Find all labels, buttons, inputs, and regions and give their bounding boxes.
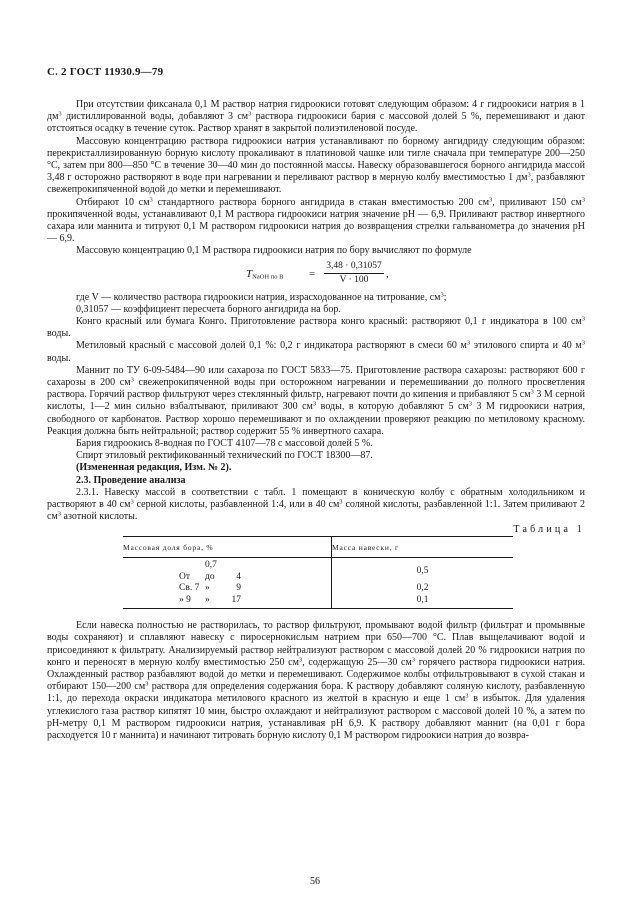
formula-numerator: 3,48 · 0,31057 xyxy=(324,260,384,274)
table-row xyxy=(123,583,513,595)
table-cell-range: » 9 » 17 xyxy=(123,595,332,609)
table-row xyxy=(123,558,513,584)
table-cell-mass: 0,2 xyxy=(416,583,429,594)
paragraph: Если навеска полностью не растворилась, то раствор фильтруют, промывают водой фильтр (фильтрат и промывные воды сохраняют) и сплавляют навеску с пиросернокислым натрием при 650—700 °С. Плав выщелачивают водой и присоединяют к фильтрату. Анализируемый раствор нейтрализуют раствором с массовой долей 20 % гидроокиси натрия по конго и переносят в мерную колбу вместимостью 250 $см^3$, содержащую 25—30 $см^3$ горячего раствора гидроокиси натрия. Охлажденный раствор разбавляют водой до метки и перемешивают. Содержимое колбы отфильтровывают в сухой стакан и отбирают 150—200 $см^3$ раствора для определения содержания бора. К раствору добавляют соляную кислоту, разбавленную 1:1, до перехода окраски индикатора метилового красного из желтой в красную и еще 1 $см^3$ в избыток. Для удаления углекислого газа раствор кипятят 10 мин, быстро охлаждают и нейтрализуют раствором с массовой долей 10 %, а затем по рН-метру 0,1 М раствором гидроокиси натрия, устанавливая рН 6,9. К раствору добавляют маннит (на 0,01 г бора расходуется 10 г маннита) и начинают титровать борную кислоту 0,1 М раствором гидроокиси натрия до возвра- xyxy=(47,620,586,742)
formula-denominator: V · 100 xyxy=(339,274,369,285)
formula-fraction xyxy=(324,260,384,286)
table-header-sample-mass: Масса навески, г xyxy=(332,536,514,558)
table-header-boron-fraction: Массовая доля бора, % xyxy=(123,536,332,558)
formula-comma: , xyxy=(386,267,389,280)
formula xyxy=(47,260,585,290)
formula-lhs-subscript: NaOH по B xyxy=(252,273,284,281)
paragraph: При отсутствии фиксанала 0,1 М раствор натрия гидроокиси готовят следующим образом: 4 г гидроокиси натрия в 1 $дм^3$ дистиллированной воды, добавляют 3 $см^3$ раствора гидроокиси бария с массовой долей 5 %, перемешивают и дают отстояться осадку в течение суток. Раствор хранят в закрытой полиэтиленовой посуде. xyxy=(47,99,585,135)
paragraph: Бария гидроокись 8-водная по ГОСТ 4107—78 с массовой долей 5 %. xyxy=(76,438,373,450)
page-header: С. 2 ГОСТ 11930.9—79 xyxy=(47,66,164,78)
paragraph: Спирт этиловый ректификованный технический по ГОСТ 18300—87. xyxy=(76,450,373,462)
sample-mass-table xyxy=(123,536,513,610)
formula-lhs: $T_{NaOH по B}$ xyxy=(246,267,284,281)
table-cell-range: Св. 7 » 9 xyxy=(123,583,332,595)
table-cell-mass: 0,5 xyxy=(416,565,429,576)
section-heading: 2.3. Проведение анализа xyxy=(76,474,186,486)
formula-legend-coefficient: 0,31057 — коэффициент пересчета борного ангидрида на бор. xyxy=(76,303,341,315)
document-body xyxy=(47,99,585,742)
page-number: 56 xyxy=(310,876,320,887)
formula-legend-v: где V — количество раствора гидроокиси натрия, израсходованное на титрование, $см^3$; xyxy=(76,291,447,303)
table-row xyxy=(123,595,513,609)
paragraph: Маннит по ТУ 6-09-5484—90 или сахароза по ГОСТ 5833—75. Приготовление раствора сахарозы: растворяют 600 г сахарозы в 200 $см^3$ свежепрокипяченной воды при осторожном нагревании и перемешивании до полного просветления раствора. Горячий раствор фильтруют через стеклянный фильтр, нагревают почти до кипения и прибавляют 5 $см^3$ 3 М серной кислоты, 1—2 мин сильно взбалтывают, приливают 300 $см^3$ воды, в которую добавляют 5 $см^3$ 3 М гидроокиси натрия, свободного от карбонатов. Раствор хорошо перемешивают и по охлаждении проверяют реакцию по метиловому красному. Реакция должна быть нейтральной; раствор содержит 55 % инвертного сахара. xyxy=(47,364,586,437)
table-cell-range: От0,7 до 4 xyxy=(123,558,332,584)
paragraph: Конго красный или бумага Конго. Приготовление раствора конго красный: растворяют 0,1 г индикатора в 100 $см^3$ воды. xyxy=(47,315,585,340)
paragraph: Отбирают 10 $см^3$ стандартного раствора борного ангидрида в стакан вместимостью 200 $см^3$, приливают 150 $см^3$ прокипяченной воды, устанавливают 0,1 М раствора гидроокиси натрия значение рН — 6,9. Приливают раствор инвертного сахара или маннита и титруют 0,1 М раствором гидроокиси натрия до возвращения стрелки гальванометра до значения рН — 6,9. xyxy=(47,196,585,245)
paragraph: 2.3.1. Навеску массой в соответствии с табл. 1 помещают в коническую колбу с обратным холодильником и растворяют в 40 $см^3$ серной кислоты, разбавленной 1:4, или в 40 $см^3$ соляной кислоты, разбавленной 1:1. Затем приливают 2 $см^3$ азотной кислоты. xyxy=(47,486,586,523)
paragraph: Массовую концентрацию 0,1 М раствора гидроокиси натрия по бору вычисляют по формуле xyxy=(76,245,472,257)
paragraph: Метиловый красный с массовой долей 0,1 %: 0,2 г индикатора растворяют в смеси 60 $м^3$ этилового спирта и 40 $м^3$ воды. xyxy=(47,339,585,364)
formula-equals: = xyxy=(309,267,316,280)
paragraph: Массовую концентрацию раствора гидроокиси натрия устанавливают по борному ангидриду следующим образом: перекристаллизированную борную кислоту прокаливают в платиновой чашке или тигле сначала при температуре 200—250 °С, затем при 800—850 °С в течение 30—40 мин до постоянной массы. Навеску образовавшегося борного ангидрида массой 3,48 г осторожно растворяют в воде при нагревании и переливают раствор в мерную колбу вместимостью 1 $дм^3$, разбавляют свежепрокипяченной водой до метки и перемешивают. xyxy=(47,135,585,196)
amendment-note: (Измененная редакция, Изм. № 2). xyxy=(76,462,232,474)
table-cell-mass: 0,1 xyxy=(332,595,514,609)
table-title: Таблица 1 xyxy=(513,523,585,535)
